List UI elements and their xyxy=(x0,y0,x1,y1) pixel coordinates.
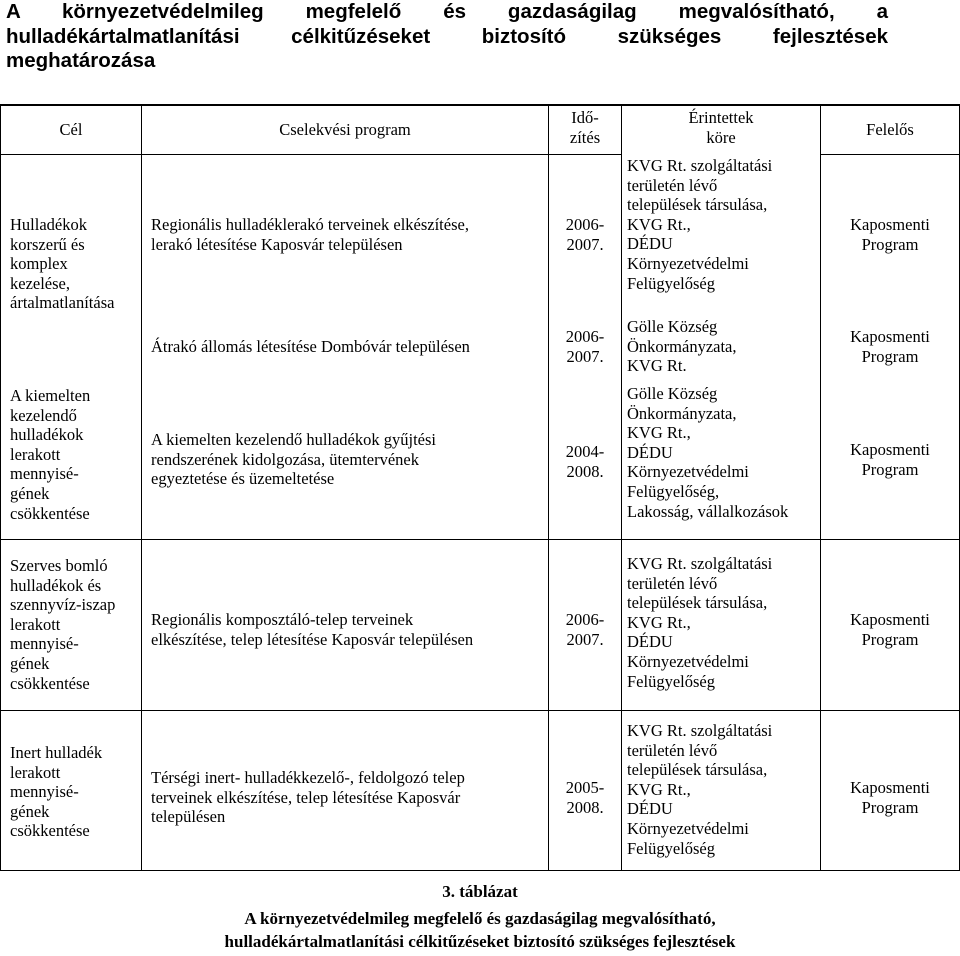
affected-cell: KVG Rt. szolgáltatási területén lévő települések társulása, KVG Rt., DÉDU Környezetvédelmi Felügyelőség xyxy=(627,721,773,858)
header-responsible: Felelős xyxy=(866,120,914,139)
section-heading xyxy=(6,0,888,74)
responsible-cell: Kaposmenti Program xyxy=(850,327,930,366)
table-caption-number: 3. táblázat xyxy=(442,882,518,901)
responsible-cell: Kaposmenti Program xyxy=(850,778,930,817)
goal-cell: A kiemelten kezelendő hulladékok lerakott mennyisé- gének csökkentése xyxy=(10,386,91,523)
time-cell: 2006- 2007. xyxy=(565,215,605,254)
responsible-cell: Kaposmenti Program xyxy=(850,610,930,649)
program-cell: Térségi inert- hulladékkezelő-, feldolgozó telep terveinek elkészítése, telep létesítése Kaposvár településen xyxy=(151,768,465,827)
header-divider-right xyxy=(820,154,960,155)
table-border-bottom xyxy=(0,870,960,871)
column-divider xyxy=(0,104,1,871)
heading-line-3: meghatározása xyxy=(6,49,156,72)
table-caption-line-1: A környezetvédelmileg megfelelő és gazdaságilag megvalósítható, xyxy=(244,909,716,928)
time-cell: 2006- 2007. xyxy=(565,327,605,366)
goal-cell: Hulladékok korszerű és komplex kezelése, ártalmatlanítása xyxy=(10,215,115,313)
header-affected-1: Érintettek xyxy=(688,108,754,127)
affected-cell: Gölle Község Önkormányzata, KVG Rt., DÉDU Környezetvédelmi Felügyelőség, Lakosság, vállalkozások xyxy=(627,384,789,521)
program-cell: Átrakó állomás létesítése Dombóvár településen xyxy=(151,337,470,356)
affected-cell: KVG Rt. szolgáltatási területén lévő települések társulása, KVG Rt., DÉDU Környezetvédelmi Felügyelőség xyxy=(627,554,773,691)
responsible-cell: Kaposmenti Program xyxy=(850,440,930,479)
header-affected-2: köre xyxy=(706,128,736,147)
goal-cell: Inert hulladék lerakott mennyisé- gének csökkentése xyxy=(10,743,103,841)
header-divider xyxy=(0,154,621,155)
time-cell: 2006- 2007. xyxy=(565,610,605,649)
program-cell: A kiemelten kezelendő hulladékok gyűjtési rendszerének kidolgozása, ütemtervének egyeztetése és üzemeltetése xyxy=(151,430,437,489)
table-caption-line-2: hulladékártalmatlanítási célkitűzéseket biztosító szükséges fejlesztések xyxy=(224,932,736,951)
goal-cell: Szerves bomló hulladékok és szennyvíz-iszap lerakott mennyisé- gének csökkentése xyxy=(10,556,116,693)
heading-line-1: A környezetvédelmileg megfelelő és gazdaságilag megvalósítható, a xyxy=(6,0,888,23)
table-border-top xyxy=(0,104,960,106)
affected-cell: Gölle Község Önkormányzata, KVG Rt. xyxy=(627,317,737,376)
responsible-cell: Kaposmenti Program xyxy=(850,215,930,254)
header-goal: Cél xyxy=(59,120,83,139)
column-divider xyxy=(621,104,622,871)
header-time-2: zítés xyxy=(569,128,601,147)
program-cell: Regionális komposztáló-telep terveinek elkészítése, telep létesítése Kaposvár településen xyxy=(151,610,474,649)
program-cell: Regionális hulladéklerakó terveinek elkészítése, lerakó létesítése Kaposvár településen xyxy=(151,215,469,254)
row-divider xyxy=(0,710,960,711)
affected-cell: KVG Rt. szolgáltatási területén lévő települések társulása, KVG Rt., DÉDU Környezetvédelmi Felügyelőség xyxy=(627,156,773,293)
header-program: Cselekvési program xyxy=(279,120,411,139)
row-divider xyxy=(0,539,960,540)
column-divider xyxy=(141,104,142,871)
heading-line-2: hulladékártalmatlanítási célkitűzéseket biztosító szükséges fejlesztések xyxy=(6,24,888,48)
header-time-1: Idő- xyxy=(571,108,599,127)
time-cell: 2005- 2008. xyxy=(565,778,605,817)
time-cell: 2004- 2008. xyxy=(565,442,605,481)
